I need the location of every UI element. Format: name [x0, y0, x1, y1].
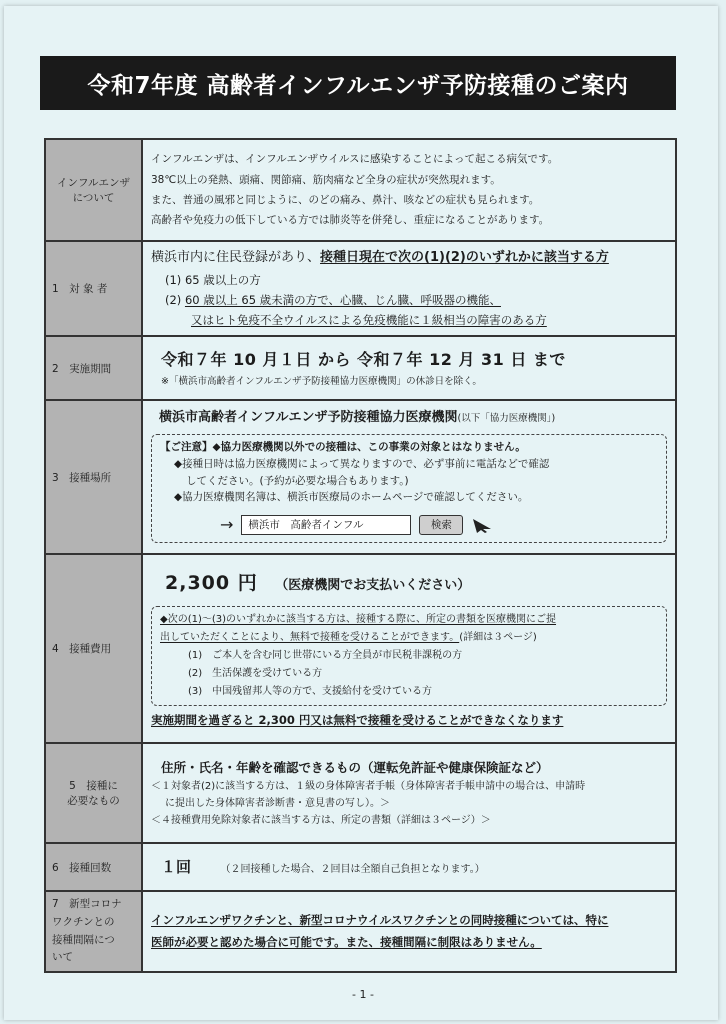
- info-table: [44, 138, 677, 973]
- row-label: 1 対 象 者: [45, 241, 142, 336]
- text-line: 高齢者や免疫力の低下している方では肺炎等を併発し、重症になることがあります。: [151, 214, 550, 227]
- row-count: [45, 843, 676, 891]
- count-value: １回: [161, 857, 192, 876]
- mouse-cursor-icon: [471, 517, 493, 533]
- row-required: [45, 743, 676, 843]
- row-covid: [45, 891, 676, 972]
- row-place: [45, 400, 676, 554]
- row-content: １回 （２回接種した場合、２回目は全額自己負担となります。）: [142, 843, 676, 891]
- text-line: 38℃以上の発熱、頭痛、関節痛、筋肉痛など全身の症状が突然現れます。: [151, 173, 501, 186]
- row-content: 住所・氏名・年齢を確認できるもの（運転免許証や健康保険証など） ＜１対象者(2)に該当する方は、１級の身体障害者手帳（身体障害者手帳申請中の場合は、申請時 に提出した身体障害者診断書・意見書の写し）。＞ ＜４接種費用免除対象者に該当する方は、所定の書類（詳細は３ページ）＞: [142, 743, 676, 843]
- row-content: 横浜市内に住民登録があり、接種日現在で次の(1)(2)のいずれかに該当する方 (1) 65 歳以上の方 (2) 60 歳以上 65 歳未満の方で、心臓、じん臓、呼吸器の機能、 又はヒト免疫不全ウイルスによる免疫機能に１級相当の障害のある方: [142, 241, 676, 336]
- caution-box: 【ご注意】◆協力医療機関以外での接種は、この事業の対象とはなりません。 ◆接種日時は協力医療機関によって異なりますので、必ず事前に電話などで確認 してください。(予約が必要な場合もあります。) ◆協力医療機関名簿は、横浜市医療局のホームページで確認してください。 → 横浜市 高齢者インフル 検索: [151, 434, 667, 543]
- period-dates: 令和７年 10 月１日 から 令和７年 12 月 31 日 まで: [161, 349, 566, 369]
- row-period: [45, 336, 676, 400]
- row-content: 2,300 円 （医療機関でお支払いください） ◆次の(1)～(3)のいずれかに該当する方は、接種する際に、所定の書類を医療機関にご提 出していただくことにより、無料で接種を受けることができます。(詳細は３ページ) (1) ご本人を含む同じ世帯にいる方全員が市民税非課税の方 (2) 生活保護を受けている方 (3) 中国残留邦人等の方で、支援給付を受けている方 実施期間を過ぎると 2,300 円又は無料で接種を受けることができなくなります: [142, 554, 676, 743]
- search-row: [160, 512, 658, 538]
- fee-warning: 実施期間を過ぎると 2,300 円又は無料で接種を受けることができなくなります: [151, 713, 564, 728]
- text-line: また、普通の風邪と同じように、のどの痛み、鼻汁、咳などの症状も見られます。: [151, 194, 540, 206]
- row-content: 横浜市高齢者インフルエンザ予防接種協力医療機関(以下「協力医療機関」) 【ご注意】◆協力医療機関以外での接種は、この事業の対象とはなりません。 ◆接種日時は協力医療機関によって異なりますので、必ず事前に電話などで確認 してください。(予約が必要な場合もあります。) ◆協力医療機関名簿は、横浜市医療局のホームページで確認してください。 → 横浜市 高齢者インフル 検索: [142, 400, 676, 554]
- row-label: インフルエンザ について: [45, 139, 142, 241]
- row-label: 3 接種場所: [45, 400, 142, 554]
- row-label: 4 接種費用: [45, 554, 142, 743]
- page-title: 令和7年度 高齢者インフルエンザ予防接種のご案内: [40, 56, 676, 110]
- text-line: インフルエンザは、インフルエンザウイルスに感染することによって起こる病気です。: [151, 153, 559, 166]
- row-content: [142, 336, 676, 400]
- period-note: ※「横浜市高齢者インフルエンザ予防接種協力医療機関」の休診日を除く。: [161, 375, 482, 387]
- fee-price: 2,300 円: [165, 571, 258, 594]
- page-number: - 1 -: [352, 988, 374, 1001]
- exemption-box: ◆次の(1)～(3)のいずれかに該当する方は、接種する際に、所定の書類を医療機関にご提 出していただくことにより、無料で接種を受けることができます。(詳細は３ページ) (1) ご本人を含む同じ世帯にいる方全員が市民税非課税の方 (2) 生活保護を受けている方 (3) 中国残留邦人等の方で、支援給付を受けている方: [151, 606, 667, 706]
- list-item: (2) 生活保護を受けている方: [188, 668, 323, 680]
- row-content: [142, 139, 676, 241]
- list-item: (3) 中国残留邦人等の方で、支援給付を受けている方: [188, 686, 432, 698]
- row-label: 2 実施期間: [45, 336, 142, 400]
- row-content: インフルエンザワクチンと、新型コロナウイルスワクチンとの同時接種については、特に 医師が必要と認めた場合に可能です。また、接種間隔に制限はありません。: [142, 891, 676, 972]
- row-target: [45, 241, 676, 336]
- row-label: 5 接種に 必要なもの: [45, 743, 142, 843]
- row-label: 6 接種回数: [45, 843, 142, 891]
- search-button[interactable]: 検索: [419, 515, 463, 535]
- row-fee: [45, 554, 676, 743]
- arrow-right-icon: →: [220, 515, 234, 535]
- row-about-influenza: [45, 139, 676, 241]
- row-label: 7 新型コロナ ワクチンとの 接種間隔につ いて: [45, 891, 142, 972]
- list-item: (1) ご本人を含む同じ世帯にいる方全員が市民税非課税の方: [188, 650, 463, 662]
- search-input[interactable]: 横浜市 高齢者インフル: [241, 515, 411, 535]
